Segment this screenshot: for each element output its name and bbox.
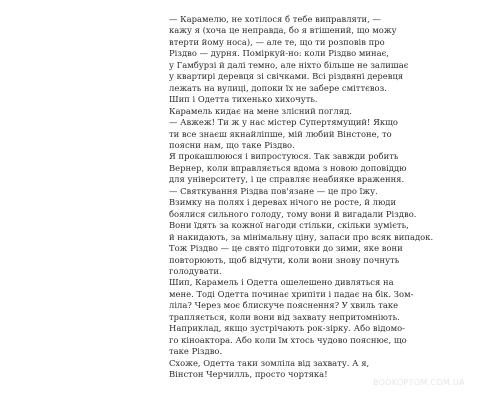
- text-line: Взимку на полях і деревах нічого не росте, й люди: [169, 197, 397, 208]
- paragraph: [157, 105, 352, 117]
- paragraph: [157, 14, 409, 94]
- text-line: Тож Різдво — це свято підготовки до зими, яке вони: [169, 243, 403, 254]
- text-line: втерти йому носа), — але те, що ти розповів про: [169, 36, 385, 47]
- text-line: у квартирі деревця зі свічками. Всі різдвяні деревця: [169, 71, 404, 82]
- paragraph: [157, 277, 414, 357]
- text-line: — Святкування Різдва пов'язане — це про їжу.: [169, 185, 378, 196]
- text-line: Вони їдять за кожної нагоди стільки, скільки зумієть,: [169, 220, 409, 231]
- paragraph: [157, 117, 398, 151]
- text-line: Різдво — дурня. Поміркуй-но: коли Різдво минає,: [169, 48, 389, 59]
- body-text: [157, 14, 434, 381]
- text-line: го кіноактора. Або коли їм хтось чудово пояснює, що: [169, 334, 407, 345]
- text-line: — Авжеж! Ти ж у нас містер Супертямущий! Якщо: [169, 117, 398, 128]
- text-line: Наприклад, якщо зустрічають рок-зірку. Або відомо-: [169, 323, 406, 334]
- paragraph: [157, 357, 370, 381]
- text-line: таке Різдво.: [169, 346, 223, 357]
- text-line: Я прокашлююся і випростуюся. Так завжди робить: [169, 151, 399, 162]
- text-line: поясни нам, що таке Різдво.: [169, 139, 295, 150]
- text-line: боялися сильного голоду, тому вони й вигадали Різдво.: [169, 208, 417, 219]
- text-line: лежать на вулиці, допоки їх не забере сміттєвоз.: [169, 82, 387, 93]
- text-line: повторюють, щоб відчути, коли вони знову почнуть: [169, 254, 400, 265]
- text-line: Вернер, коли вправляється вдома з новою доповіддю: [169, 162, 407, 173]
- paragraph: [157, 185, 434, 278]
- text-line: Схоже, Одетта таки зомліла від захвату. А я,: [169, 357, 370, 368]
- text-line: голодувати.: [169, 265, 222, 276]
- paragraph: [157, 151, 407, 185]
- text-line: Карамель кидає на мене злісний погляд.: [169, 105, 352, 116]
- site-watermark: BOOKOPTOM.COM.UA: [373, 378, 465, 387]
- paragraph: [157, 94, 339, 105]
- text-line: Шип, Карамель і Одетта ошелешено дивляться на: [169, 277, 394, 288]
- text-line: кажу я (хоча це неправда, бо я втішений, що можу: [169, 25, 397, 36]
- text-line: ліла? Через моє блискуче пояснення? У хвиль таке: [169, 300, 399, 311]
- text-line: у Гамбурзі й далі темно, але ніхто більше не залишає: [169, 59, 409, 70]
- text-line: — Карамелю, не хотілося б тебе виправляти, —: [169, 14, 381, 24]
- text-line: трапляється, коли вони від захвату непритомніють.: [169, 311, 400, 322]
- text-line: мене. Тоді Одетта починає хрипіти і падає на бік. Зом-: [169, 288, 414, 299]
- text-line: ти все знаєш якнайліпше, мій любий Вінстоне, то: [169, 128, 392, 139]
- text-line: для університету, і це справляє неабияке враження.: [169, 174, 405, 185]
- text-line: Шип і Одетта тихенько хихочуть.: [169, 94, 318, 105]
- text-line: й накидають, за мінімальну ціну, запаси про всяк випадок.: [169, 231, 434, 242]
- text-line: Вінстон Черчилль, просто чортяка!: [169, 369, 328, 380]
